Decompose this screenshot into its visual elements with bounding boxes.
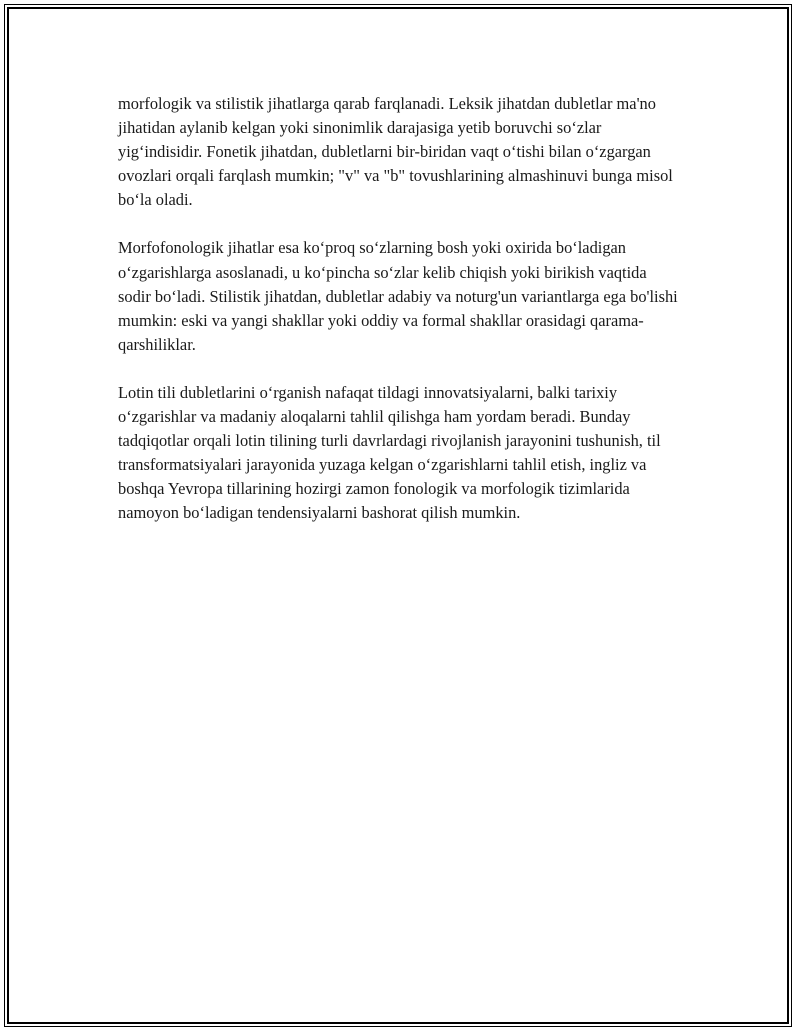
paragraph-3: Lotin tili dubletlarini o‘rganish nafaqat tildagi innovatsiyalarni, balki tarixiy o‘zgarishlar va madaniy aloqalarni tahlil qilishga ham yordam beradi. Bunday tadqiqotlar orqali lotin tilining turli davrlardagi rivojlanish jarayonini tushunish, til transformatsiyalari jarayonida yuzaga kelgan o‘zgarishlarni tahlil etish, ingliz va boshqa Yevropa tillarining hozirgi zamon fonologik va morfologik tizimlarida namoyon bo‘ladigan tendensiyalarni bashorat qilish mumkin. bbox=[118, 382, 661, 523]
paragraph-1: morfologik va stilistik jihatlarga qarab farqlanadi. Leksik jihatdan dubletlar ma'no jihatidan aylanib kelgan yoki sinonimlik darajasiga yetib boruvchi so‘zlar yig‘indisidir. Fonetik jihatdan, dubletlarni bir-biridan vaqt o‘tishi bilan o‘zgargan ovozlari orqali farqlash mumkin; "v" va "b" tovushlarining almashinuvi bunga misol bo‘la oladi. bbox=[118, 94, 673, 210]
document-body bbox=[118, 92, 682, 550]
paragraph-2: Morfofonologik jihatlar esa ko‘proq so‘zlarning bosh yoki oxirida bo‘ladigan o‘zgarishlarga asoslanadi, u ko‘pincha so‘zlar kelib chiqish yoki birikish vaqtida sodir bo‘ladi. Stilistik jihatdan, dubletlar adabiy va noturg'un variantlarga ega bo'lishi mumkin: eski va yangi shakllar yoki oddiy va formal shakllar orasidagi qarama-qarshiliklar. bbox=[118, 238, 678, 354]
